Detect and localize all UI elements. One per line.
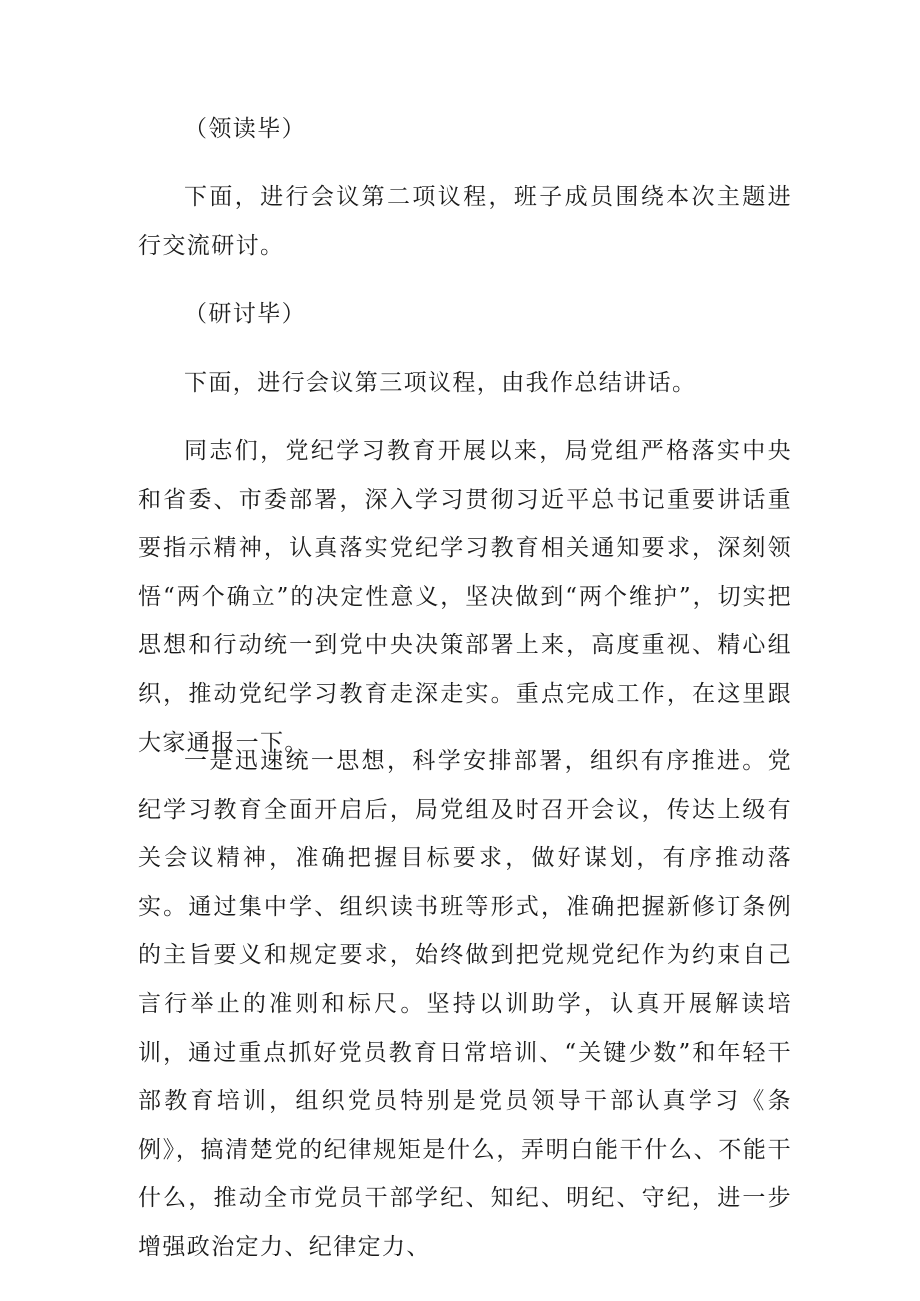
paragraph-point-one: 一是迅速统一思想，科学安排部署，组织有序推进。党纪学习教育全面开启后，局党组及时召开会议，传达上级有关会议精神，准确把握目标要求，做好谋划，有序推动落实。通过集中学、组织读书班等形式，准确把握新修订条例的主旨要义和规定要求，始终做到把党规党纪作为约束自己言行举止的准则和标尺。坚持以训助学，认真开展解读培训，通过重点抓好党员教育日常培训、“关键少数”和年轻干部教育培训，组织党员特别是党员领导干部认真学习《条例》，搞清楚党的纪律规矩是什么，弄明白能干什么、不能干什么，推动全市党员干部学纪、知纪、明纪、守纪，进一步增强政治定力、纪律定力、: [138, 748, 792, 1260]
paragraph-third-agenda: 下面，进行会议第三项议程，由我作总结讲话。: [184, 370, 697, 396]
paragraph-reading-done: （领读毕）: [184, 116, 306, 142]
paragraph-second-agenda: 下面，进行会议第二项议程，班子成员围绕本次主题进行交流研讨。: [138, 184, 792, 259]
paragraph-opening-remarks: 同志们，党纪学习教育开展以来，局党组严格落实中央和省委、市委部署，深入学习贯彻习近平总书记重要讲话重要指示精神，认真落实党纪学习教育相关通知要求，深刻领悟“两个确立”的决定性意义，坚决做到“两个维护”，切实把思想和行动统一到党中央决策部署上来，高度重视、精心组织，推动党纪学习教育走深走实。重点完成工作，在这里跟大家通报一下。: [138, 438, 792, 756]
paragraph-discussion-done: （研讨毕）: [184, 301, 306, 327]
